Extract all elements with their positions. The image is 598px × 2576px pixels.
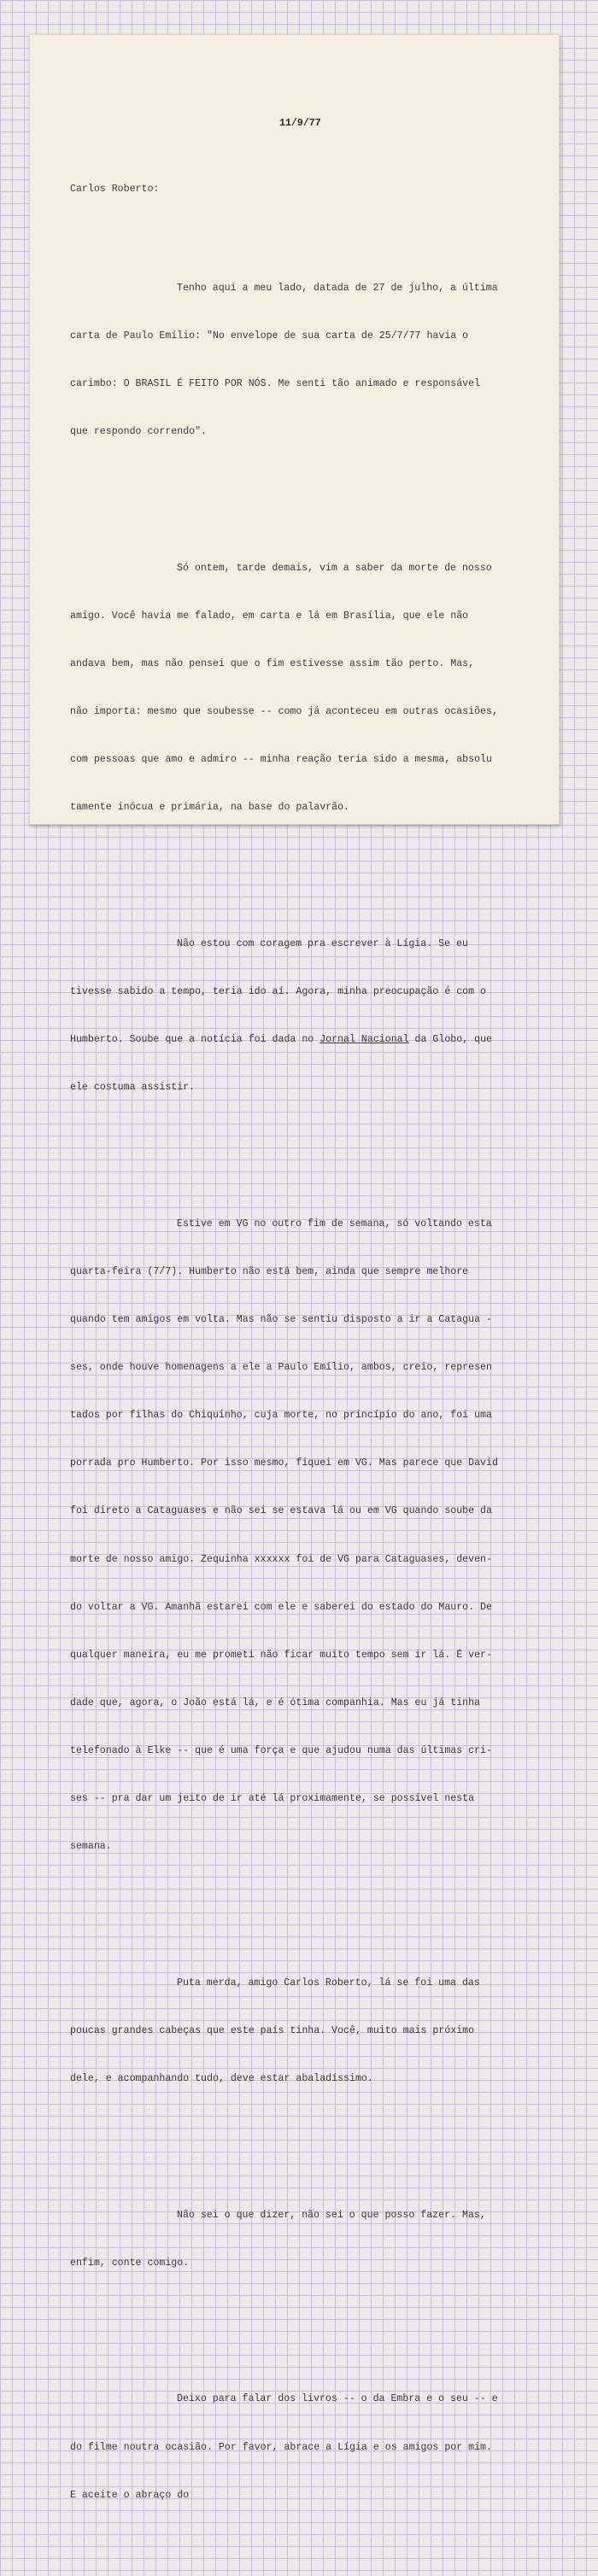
salutation: Carlos Roberto: (70, 183, 160, 195)
text-line: carimbo: O BRASIL É FEITO POR NÓS. Me senti tão animado e responsável (70, 377, 481, 389)
text-line: com pessoas que amo e admiro -- minha reação teria sido a mesma, absolu (70, 754, 492, 766)
text-line: ele costuma assistir. (70, 1082, 196, 1094)
text-line: semana. (70, 1841, 112, 1853)
text-line: carta de Paulo Emílio: "No envelope de sua carta de 25/7/77 havia o (70, 330, 469, 342)
paragraph-6 (70, 2176, 548, 2304)
text-line: dele, e acompanhando tudo, deve estar abaladíssimo. (70, 2073, 373, 2085)
text-line: amigo. Você havia me falado, em carta e lá em Brasília, que ele não (70, 610, 469, 622)
text-line: porrada pro Humberto. Por isso mesmo, fiquei em VG. Mas parece que David (70, 1457, 498, 1469)
text-line: Tenho aqui a meu lado, datada de 27 de julho, a última (177, 282, 498, 294)
text-line: não importa: mesmo que soubesse -- como já aconteceu em outras ocasiões, (70, 706, 498, 718)
letter-sheet (29, 34, 560, 2501)
text-line: poucas grandes cabeças que este país tinha. Você, muito mais próximo (70, 2024, 475, 2036)
paragraph-3 (70, 904, 548, 1128)
text-line: dade que, agora, o João está lá, e é ótima companhia. Mas eu já tinha (70, 1697, 481, 1709)
text-line: tivesse sabido a tempo, teria ido aí. Agora, minha preocupação é com o (70, 985, 487, 997)
paragraph-1 (70, 248, 548, 472)
paragraph-4 (70, 1184, 548, 1887)
text-line: quarta-feira (7/7). Humberto não está bem, ainda que sempre melhore (70, 1265, 469, 1277)
text-line: ses, onde houve homenagens a ele a Paulo Emílio, ambos, creio, represen (70, 1362, 492, 1374)
paragraph-5 (70, 1943, 548, 2119)
paragraph-7 (70, 2360, 548, 2536)
text-line: andava bem, mas não pensei que o fim estivesse assim tão perto. Mas, (70, 657, 475, 669)
letter-body (70, 85, 548, 2576)
text-line: tados por filhas do Chiquinho, cuja morte, no princípio do ano, foi uma (70, 1410, 492, 1422)
text-line: Não sei o que dizer, não sei o que posso fazer. Mas, (177, 2209, 486, 2221)
text-line: ses -- pra dar um jeito de ir até lá proximamente, se possível nesta (70, 1793, 475, 1805)
text-line: telefonado à Elke -- que é uma força e que ajudou numa das últimas cri- (70, 1745, 492, 1757)
text-line: Não estou com coragem pra escrever à Lígia. Se eu (177, 938, 468, 949)
text-line: do filme noutra ocasião. Por favor, abrace a Lígia e os amigos por mim. (70, 2441, 492, 2453)
paragraph-2 (70, 529, 548, 848)
text-line: que respondo correndo". (70, 426, 208, 438)
text-line: Estive em VG no outro fim de semana, só voltando esta (177, 1218, 492, 1230)
text-line: Só ontem, tarde demais, vim a saber da morte de nosso (177, 562, 492, 574)
letter-date: 11/9/77 (279, 118, 321, 130)
text-line: foi direto a Cataguases e não sei se estava lá ou em VG quando soube da (70, 1505, 492, 1517)
text-line: Humberto. Soube que a notícia foi dada no Jornal Nacional da Globo, que (70, 1034, 492, 1046)
text-line: Puta merda, amigo Carlos Roberto, lá se foi uma das (177, 1977, 480, 1989)
text-line: enfim, conte comigo. (70, 2257, 190, 2269)
text-line: qualquer maneira, eu me prometi não ficar muito tempo sem ir lá. É ver- (70, 1649, 492, 1661)
text-line: quando tem amigos em volta. Mas não se sentiu disposto a ir a Catagua - (70, 1314, 492, 1326)
text-line: tamente inócua e primária, na base do palavrão. (70, 802, 349, 814)
text-line: do voltar a VG. Amanhã estarei com ele e saberei do estado do Mauro. De (70, 1601, 492, 1613)
text-line: E aceite o abraço do (70, 2489, 190, 2501)
text-line: Deixo para falar dos livros -- o da Embra e o seu -- e (177, 2393, 498, 2405)
underlined-text: Jornal Nacional (320, 1034, 409, 1046)
text-line: morte de nosso amigo. Zequinha xxxxxx foi de VG para Cataguases, deven- (70, 1553, 492, 1565)
